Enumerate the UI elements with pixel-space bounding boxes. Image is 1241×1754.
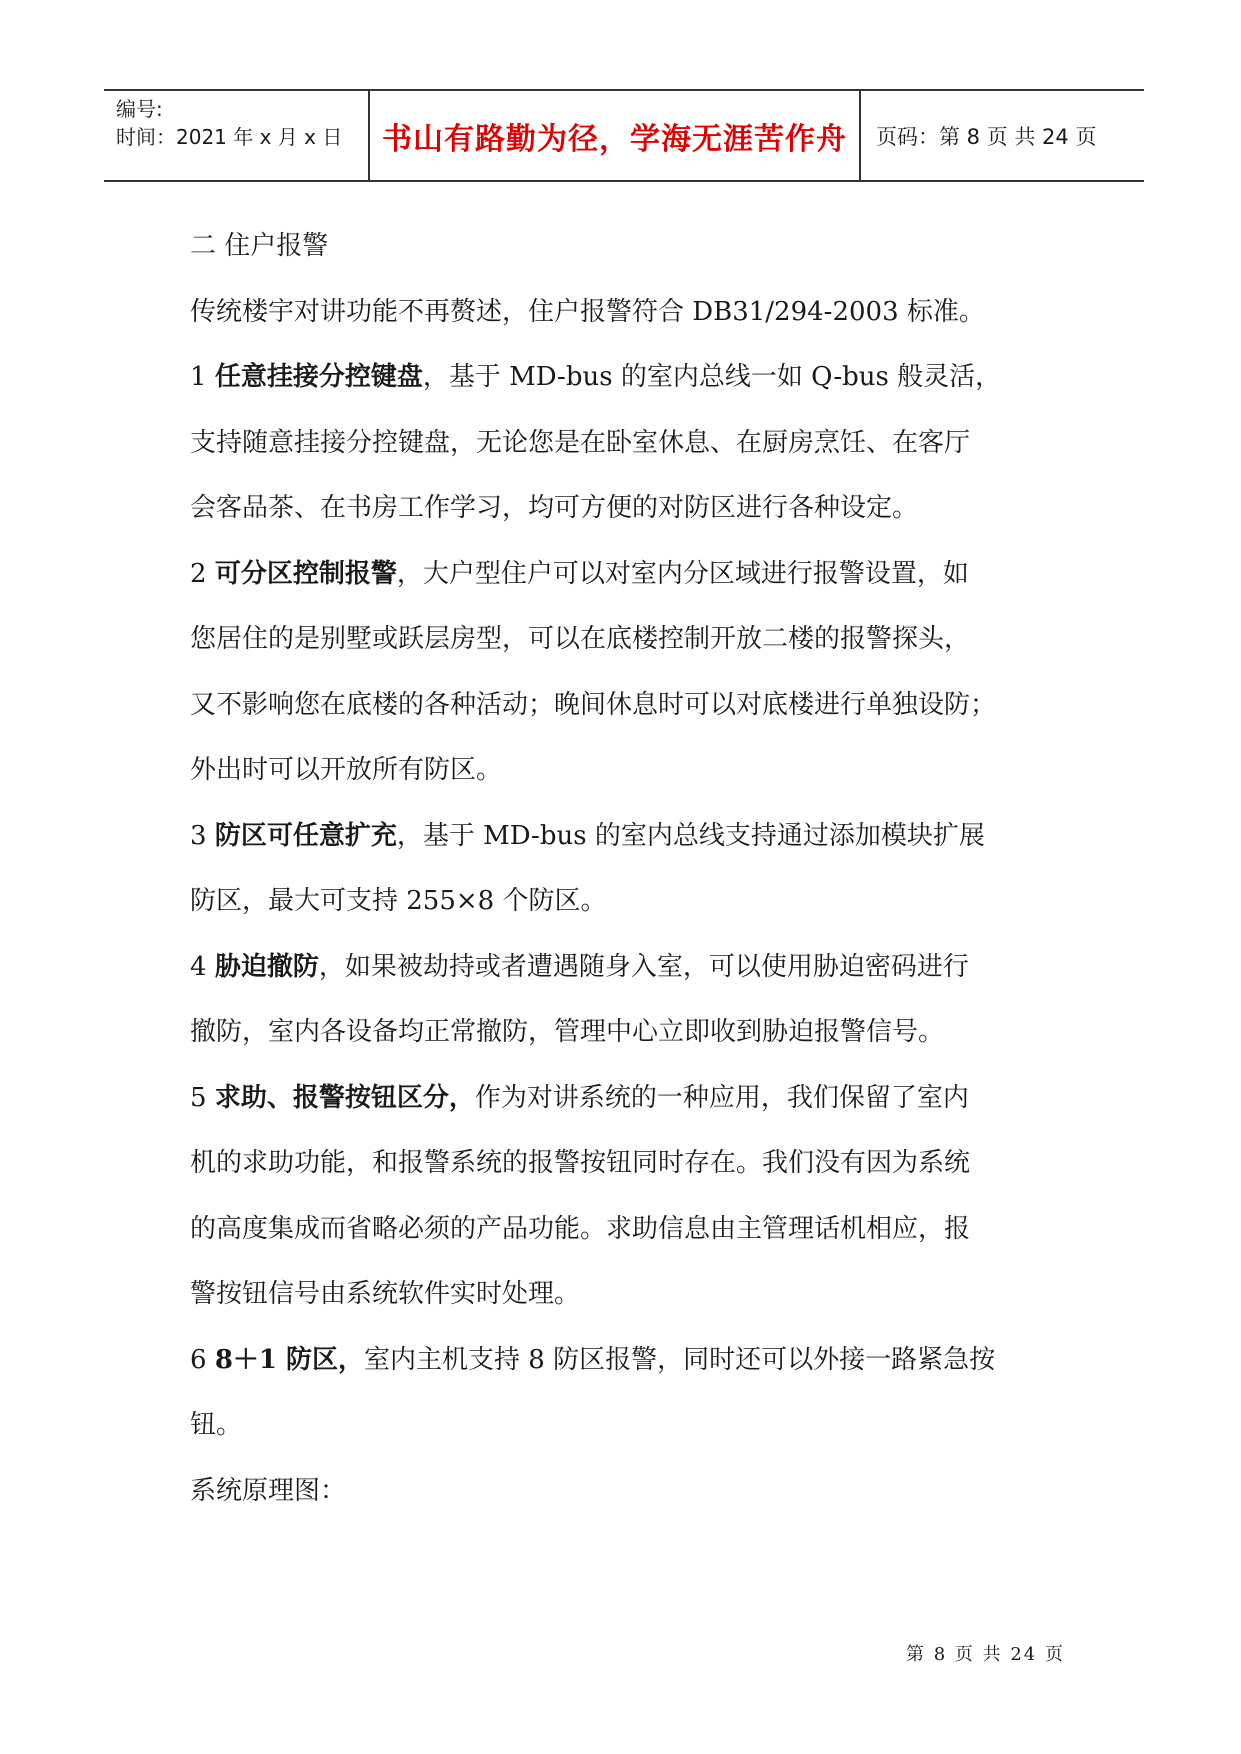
item-5-line: 的高度集成而省略必须的产品功能。求助信息由主管理话机相应，报 xyxy=(190,1213,971,1244)
item-1-line: 支持随意挂接分控键盘，无论您是在卧室休息、在厨房烹饪、在客厅 xyxy=(190,427,971,458)
item-heading: 胁迫撤防 xyxy=(214,951,319,982)
item-number: 6 xyxy=(190,1344,215,1375)
item-2-line: 又不影响您在底楼的各种活动；晚间休息时可以对底楼进行单独设防； xyxy=(190,689,997,720)
item-heading: 求助、报警按钮区分， xyxy=(214,1082,475,1113)
item-heading: 任意挂接分控键盘 xyxy=(214,362,423,392)
section-title: 二 住户报警 xyxy=(190,231,329,261)
item-number: 5 xyxy=(190,1082,215,1113)
intro-paragraph: 传统楼宇对讲功能不再赘述，住户报警符合 DB31/294-2003 标准。 xyxy=(190,296,985,327)
header-divider xyxy=(859,91,861,180)
item-2-line: 您居住的是别墅或跃层房型，可以在底楼控制开放二楼的报警探头， xyxy=(190,624,971,654)
page-header xyxy=(104,89,1144,182)
header-meta xyxy=(116,95,342,151)
document-body xyxy=(190,214,1070,1524)
item-heading: 8＋1 防区， xyxy=(214,1344,365,1375)
item-5-line xyxy=(190,1066,1070,1132)
item-5-line: 警按钮信号由系统软件实时处理。 xyxy=(190,1279,581,1309)
item-6-line: 钮。 xyxy=(190,1410,243,1440)
item-3-line xyxy=(190,804,1070,870)
item-4-line: 撤防，室内各设备均正常撤防，管理中心立即收到胁迫报警信号。 xyxy=(190,1017,945,1047)
header-time-label: 时间：2021 年 x 月 x 日 xyxy=(116,125,343,149)
item-1-line: 会客品茶、在书房工作学习，均可方便的对防区进行各种设定。 xyxy=(190,493,919,523)
item-2-line xyxy=(190,542,1070,608)
item-text: ，如果被劫持或者遭遇随身入室，可以使用胁迫密码进行 xyxy=(318,951,969,982)
item-3-line: 防区，最大可支持 255×8 个防区。 xyxy=(190,886,607,916)
item-number: 2 xyxy=(190,558,215,589)
item-1-line xyxy=(190,345,1070,411)
item-5-line: 机的求助功能，和报警系统的报警按钮同时存在。我们没有因为系统 xyxy=(190,1148,971,1178)
item-heading: 防区可任意扩充 xyxy=(214,820,397,851)
header-number-label: 编号: xyxy=(116,97,163,121)
item-text: 室内主机支持 8 防区报警，同时还可以外接一路紧急按 xyxy=(364,1344,996,1375)
item-number: 3 xyxy=(190,820,215,851)
item-2-line: 外出时可以开放所有防区。 xyxy=(190,755,503,785)
diagram-label: 系统原理图： xyxy=(190,1475,347,1506)
header-motto: 书山有路勤为径，学海无涯苦作舟 xyxy=(382,121,847,157)
item-heading: 可分区控制报警 xyxy=(214,558,397,589)
header-page-info: 页码：第 8 页 共 24 页 xyxy=(876,124,1097,149)
page-footer: 第 8 页 共 24 页 xyxy=(906,1644,1065,1665)
item-number: 1 xyxy=(190,362,215,392)
item-number: 4 xyxy=(190,951,215,982)
item-text: 作为对讲系统的一种应用，我们保留了室内 xyxy=(474,1082,969,1113)
item-text: ，大户型住户可以对室内分区域进行报警设置，如 xyxy=(396,558,969,589)
item-6-line xyxy=(190,1328,1070,1394)
item-text: ，基于 MD-bus 的室内总线支持通过添加模块扩展 xyxy=(396,820,985,851)
item-4-line xyxy=(190,935,1070,1001)
item-text: ，基于 MD-bus 的室内总线一如 Q-bus 般灵活， xyxy=(422,362,1002,392)
